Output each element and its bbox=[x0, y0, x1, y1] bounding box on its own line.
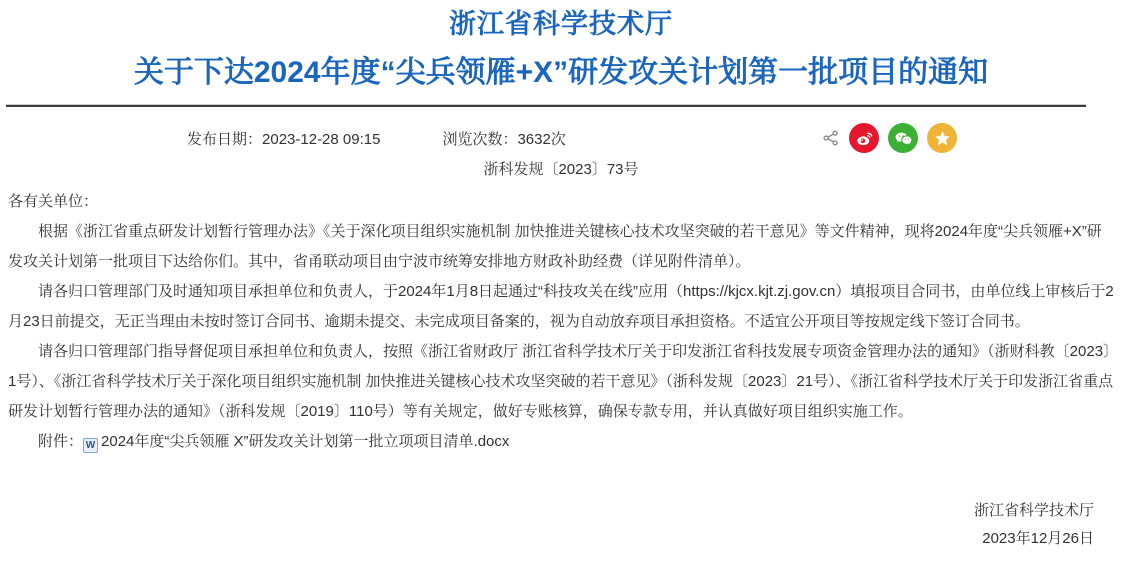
site-title: 浙江省科学技术厅 bbox=[449, 9, 673, 39]
notice-body bbox=[0, 187, 1122, 457]
paragraph-1: 根据《浙江省重点研发计划暂行管理办法》《关于深化项目组织实施机制 加快推进关键核心技术攻坚突破的若干意见》等文件精神，现将2024年度“尖兵领雁+X”研发攻关计划第一批项目下达给你们。其中，省甬联动项目由宁波市统筹安排地方财政补助经费（详见附件清单）。 bbox=[8, 223, 1102, 270]
publish-date-label: 发布日期： bbox=[187, 130, 263, 148]
signature-block bbox=[0, 497, 1122, 553]
view-count bbox=[442, 128, 565, 149]
publish-date-value: 2023-12-28 09:15 bbox=[262, 130, 381, 148]
article-title: 关于下达2024年度“尖兵领雁+X”研发攻关计划第一批项目的通知 bbox=[133, 56, 989, 89]
salutation: 各有关单位： bbox=[8, 193, 99, 210]
publish-date bbox=[187, 128, 380, 149]
share-link-icon[interactable] bbox=[822, 129, 840, 147]
signature-date: 2023年12月26日 bbox=[982, 530, 1094, 547]
attachment-row bbox=[8, 427, 1114, 457]
qzone-star-icon[interactable] bbox=[927, 123, 957, 153]
view-count-value: 3632次 bbox=[517, 130, 566, 148]
attachment-label: 附件： bbox=[38, 433, 84, 450]
meta-row bbox=[0, 107, 1122, 153]
word-doc-icon: W bbox=[83, 438, 98, 453]
paragraph-2: 请各归口管理部门及时通知项目承担单位和负责人，于2024年1月8日起通过“科技攻关在线”应用（https://kjcx.kjt.zj.gov.cn）填报项目合同书，由单位线上审核后于2月23日前提交，无正当理由未按时签订合同书、逾期未提交、未完成项目备案的，视为自动放弃项目承担资格。不适宜公开项目等按规定线下签订合同书。 bbox=[8, 283, 1114, 330]
document-number: 浙科发规〔2023〕73号 bbox=[483, 161, 639, 178]
notice-page bbox=[0, 8, 1122, 569]
share-button-group bbox=[822, 123, 957, 153]
view-count-label: 浏览次数： bbox=[442, 130, 518, 148]
weibo-icon[interactable] bbox=[849, 123, 879, 153]
attachment-file-link[interactable]: 2024年度“尖兵领雁 X”研发攻关计划第一批立项项目清单.docx bbox=[101, 433, 510, 450]
wechat-icon[interactable] bbox=[888, 123, 918, 153]
signature-org: 浙江省科学技术厅 bbox=[973, 502, 1094, 519]
paragraph-3: 请各归口管理部门指导督促项目承担单位和负责人，按照《浙江省财政厅 浙江省科学技术厅关于印发浙江省科技发展专项资金管理办法的通知》（浙财科教〔2023〕1号）、《浙江省科学技术厅关于深化项目组织实施机制 加快推进关键核心技术攻坚突破的若干意见》（浙科发规〔2023〕21号）、《浙江省科学技术厅关于印发浙江省重点研发计划暂行管理办法的通知》（浙科发规〔2019〕110号）等有关规定，做好专账核算，确保专款专用，并认真做好项目组织实施工作。 bbox=[8, 343, 1114, 420]
